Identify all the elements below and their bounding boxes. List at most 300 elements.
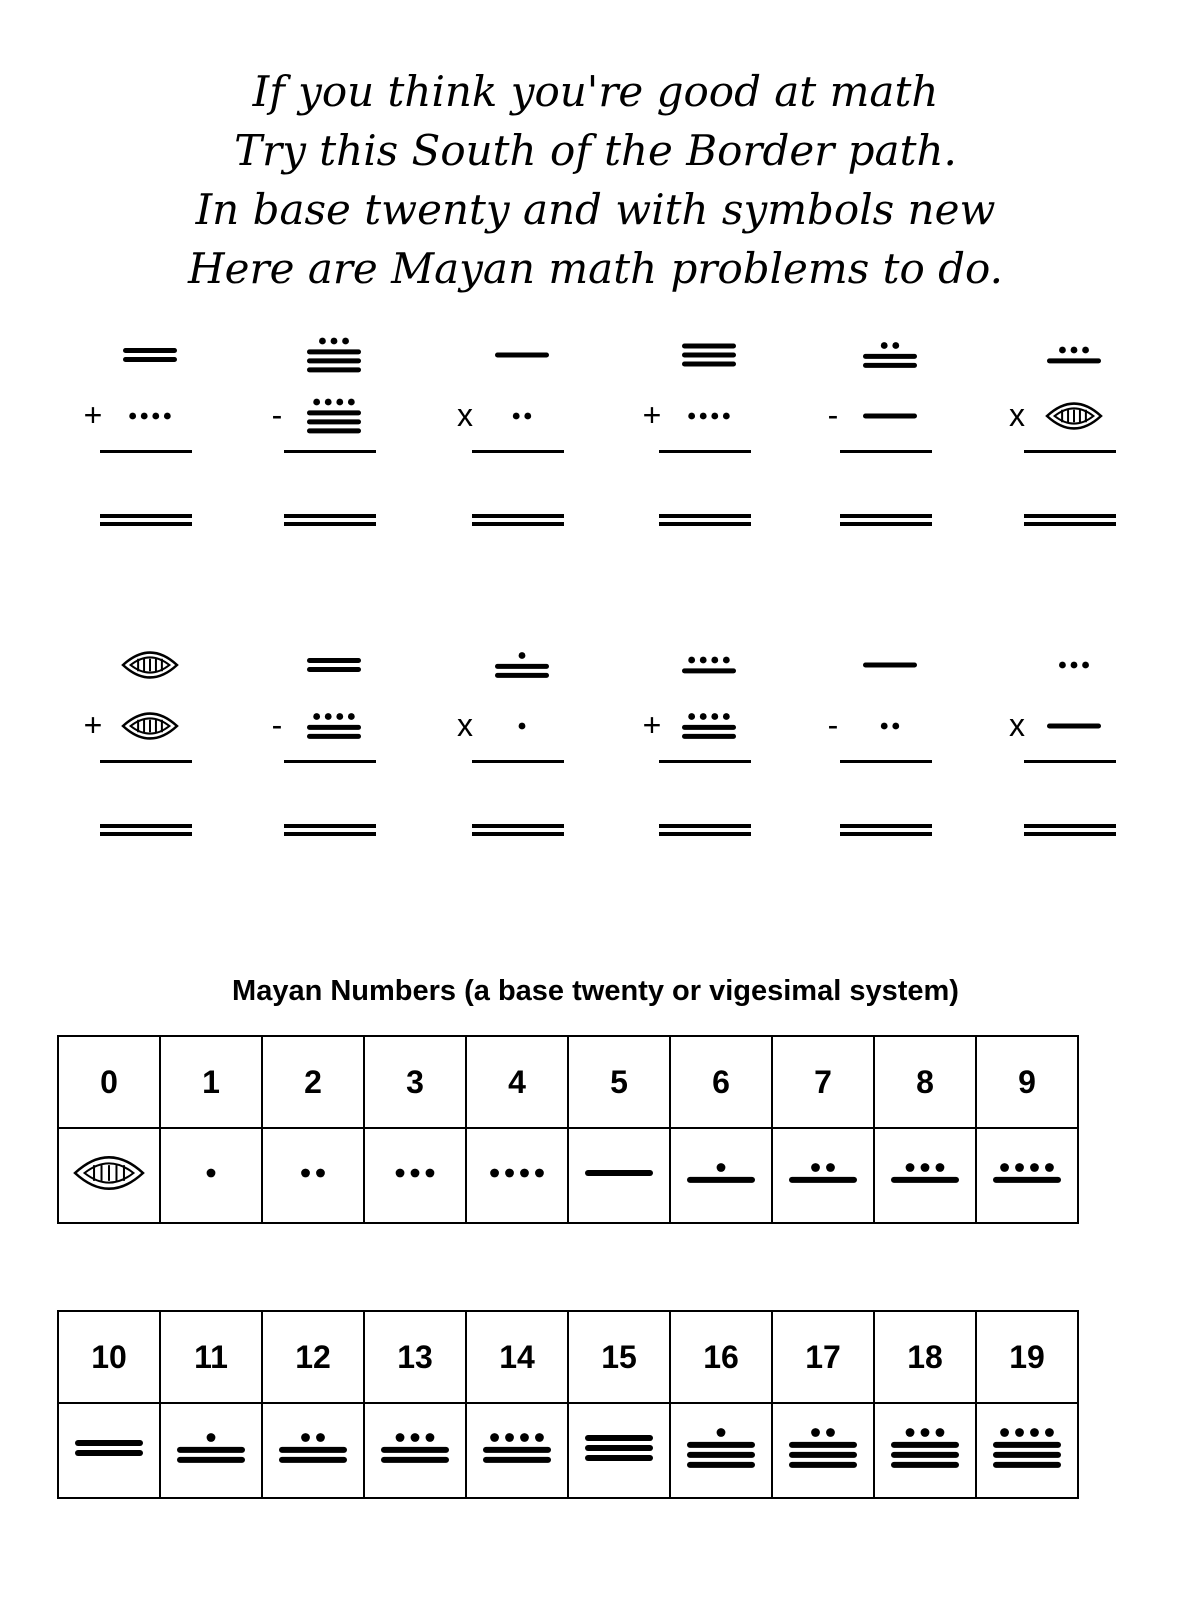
answer-line [284,450,376,453]
dot [723,657,730,664]
dot [826,1163,835,1172]
problem-5 [818,325,963,535]
operator-sign: + [83,397,103,433]
mayan-numeral-9 [663,635,755,695]
glyph-cell-19 [976,1403,1078,1498]
mayan-numeral-6 [671,1129,771,1217]
operator-sign: + [83,707,103,743]
top-operand [844,635,936,695]
top-operand [288,325,380,385]
answer-line [659,450,751,453]
dot [519,652,526,659]
glyph-cell-2 [262,1128,364,1223]
bar [307,725,361,730]
double-rule [472,514,564,526]
mayan-numeral-0 [1028,389,1120,443]
dot [711,713,718,720]
dot [348,713,355,720]
dot [688,713,695,720]
problem-11 [818,635,963,845]
dot [921,1428,930,1437]
bar [123,357,177,362]
mayan-numeral-5 [476,325,568,385]
mayan-numeral-18 [875,1404,975,1492]
bar [495,664,549,669]
dot [717,1428,726,1437]
double-rule [284,514,376,526]
bar [682,344,736,349]
double-rule [1024,514,1116,526]
answer-line [1024,450,1116,453]
dot [1000,1163,1009,1172]
mayan-numeral-5 [844,389,936,443]
double-rule [659,514,751,526]
problem-10 [637,635,782,845]
number-cell-19: 19 [976,1311,1078,1403]
bar [1047,358,1101,363]
dot [1082,347,1089,354]
glyph-cell-15 [568,1403,670,1498]
bar [682,362,736,367]
top-operand [1028,635,1120,695]
dot [723,713,730,720]
number-cell-11: 11 [160,1311,262,1403]
glyph-cell-6 [670,1128,772,1223]
mayan-numeral-5 [1028,699,1120,753]
dot [711,657,718,664]
bottom-operand [663,699,755,753]
number-cell-13: 13 [364,1311,466,1403]
bottom-operand [288,699,380,753]
operator-sign: + [642,707,662,743]
mayan-numeral-13 [365,1404,465,1492]
mayan-numeral-11 [161,1404,261,1492]
bar [495,673,549,678]
bar [687,1177,755,1183]
dot [892,723,899,730]
dot [505,1433,514,1442]
dot [1045,1163,1054,1172]
bar [687,1462,755,1468]
dot [490,1433,499,1442]
dot [1030,1428,1039,1437]
bar [863,354,917,359]
mayan-numeral-19 [977,1404,1077,1492]
operator-sign: - [827,707,839,743]
mayan-numeral-2 [263,1129,363,1217]
answer-line [284,760,376,763]
mayan-numeral-12 [844,325,936,385]
answer-line [659,760,751,763]
mayan-numeral-5 [569,1129,669,1217]
mayan-numeral-8 [875,1129,975,1217]
bar [891,1452,959,1458]
mayan-numeral-15 [569,1404,669,1492]
dot [1030,1163,1039,1172]
number-cell-1: 1 [160,1036,262,1128]
dot [1082,662,1089,669]
mayan-numeral-19 [288,389,380,443]
mayan-numeral-14 [663,699,755,753]
number-cell-6: 6 [670,1036,772,1128]
answer-line [1024,760,1116,763]
bar [585,1170,653,1176]
dot [711,413,718,420]
dot [1000,1428,1009,1437]
mayan-numeral-4 [104,389,196,443]
mayan-numeral-14 [467,1404,567,1492]
bar [279,1457,347,1463]
mayan-numeral-15 [663,325,755,385]
dot [490,1169,499,1178]
top-operand [476,325,568,385]
bar [75,1450,143,1456]
mayan-numeral-18 [288,325,380,385]
bar [891,1442,959,1448]
bar [307,419,361,424]
dot [426,1169,435,1178]
number-cell-18: 18 [874,1311,976,1403]
dot [1071,347,1078,354]
mayan-numeral-1 [476,699,568,753]
number-cell-10: 10 [58,1311,160,1403]
bottom-operand [663,389,755,443]
mayan-numeral-1 [161,1129,261,1217]
number-cell-15: 15 [568,1311,670,1403]
glyph-cell-1 [160,1128,262,1223]
bar [483,1457,551,1463]
dot [426,1433,435,1442]
top-operand [1028,325,1120,385]
number-cell-5: 5 [568,1036,670,1128]
bottom-operand [476,699,568,753]
dot [519,723,526,730]
dot [513,413,520,420]
poem-line-2: Try this South of the Border path. [234,126,957,175]
dot [336,399,343,406]
glyph-cell-12 [262,1403,364,1498]
bar [279,1447,347,1453]
mayan-numeral-2 [476,389,568,443]
mayan-numbers-table-10-19 [57,1310,1079,1499]
operator-sign: - [271,397,283,433]
dot [1059,662,1066,669]
bar [495,353,549,358]
dot [520,1433,529,1442]
mayan-numeral-10 [104,325,196,385]
glyph-cell-7 [772,1128,874,1223]
dot [129,413,136,420]
answer-line [472,760,564,763]
bar [307,349,361,354]
dot [1071,662,1078,669]
double-rule [100,824,192,836]
mayan-numeral-10 [288,635,380,695]
dot [535,1433,544,1442]
top-operand [663,635,755,695]
double-rule [659,824,751,836]
bar [307,358,361,363]
number-cell-8: 8 [874,1036,976,1128]
mayan-numeral-0 [104,699,196,753]
mayan-numeral-5 [844,635,936,695]
bar [682,353,736,358]
dot [313,713,320,720]
bar [789,1452,857,1458]
double-rule [1024,824,1116,836]
number-cell-4: 4 [466,1036,568,1128]
dot [301,1169,310,1178]
mayan-numeral-11 [476,635,568,695]
top-operand [663,325,755,385]
number-cell-9: 9 [976,1036,1078,1128]
problem-3 [450,325,595,535]
glyph-cell-10 [58,1403,160,1498]
bar [789,1442,857,1448]
number-cell-0: 0 [58,1036,160,1128]
operator-sign: - [271,707,283,743]
problem-8 [262,635,407,845]
dot [342,338,349,345]
bar [1047,724,1101,729]
bar [789,1462,857,1468]
dot [325,399,332,406]
mayan-numeral-4 [663,389,755,443]
number-cell-12: 12 [262,1311,364,1403]
bar [381,1457,449,1463]
dot [316,1169,325,1178]
bar [993,1462,1061,1468]
mayan-numeral-16 [671,1404,771,1492]
mayan-numeral-9 [977,1129,1077,1217]
bottom-operand [844,699,936,753]
bar [891,1462,959,1468]
bar [789,1177,857,1183]
dot [331,338,338,345]
glyph-row [58,1403,1078,1498]
bottom-operand [1028,389,1120,443]
dot [700,713,707,720]
dot [811,1163,820,1172]
mayan-numeral-17 [773,1404,873,1492]
glyph-cell-4 [466,1128,568,1223]
bar [863,414,917,419]
answer-line [100,760,192,763]
dot [881,342,888,349]
bottom-operand [844,389,936,443]
glyph-cell-5 [568,1128,670,1223]
dot [1045,1428,1054,1437]
bottom-operand [104,389,196,443]
glyph-cell-18 [874,1403,976,1498]
dot [688,657,695,664]
answer-line [840,760,932,763]
bar [682,668,736,673]
dot [411,1433,420,1442]
problem-12 [1002,635,1147,845]
glyph-row [58,1128,1078,1223]
dot [921,1163,930,1172]
dot [723,413,730,420]
top-operand [288,635,380,695]
dot [535,1169,544,1178]
mayan-numeral-10 [59,1404,159,1492]
double-rule [472,824,564,836]
mayan-numeral-14 [288,699,380,753]
mayan-numeral-7 [773,1129,873,1217]
top-operand [476,635,568,695]
bottom-operand [104,699,196,753]
bar [585,1445,653,1451]
dot [313,399,320,406]
problem-4 [637,325,782,535]
bar [993,1452,1061,1458]
glyph-cell-16 [670,1403,772,1498]
dot [688,413,695,420]
glyph-cell-0 [58,1128,160,1223]
poem-line-4: Here are Mayan math problems to do. [188,244,1003,293]
dot [1059,347,1066,354]
glyph-cell-8 [874,1128,976,1223]
bar [993,1442,1061,1448]
bar [177,1447,245,1453]
dot [524,413,531,420]
bar [863,363,917,368]
glyph-cell-3 [364,1128,466,1223]
operator-sign: x [457,707,473,743]
bar [585,1455,653,1461]
dot [207,1433,216,1442]
dot [411,1169,420,1178]
mayan-numeral-0 [104,635,196,695]
mayan-numeral-8 [1028,325,1120,385]
dot [348,399,355,406]
mayan-numbers-table-0-9 [57,1035,1079,1224]
answer-line [840,450,932,453]
dot [717,1163,726,1172]
bottom-operand [288,389,380,443]
dot [396,1433,405,1442]
dot [164,413,171,420]
dot [207,1169,216,1178]
dot [892,342,899,349]
operator-sign: x [1009,707,1025,743]
mayan-numeral-4 [467,1129,567,1217]
bar [307,410,361,415]
answer-line [472,450,564,453]
dot [881,723,888,730]
dot [520,1169,529,1178]
bar [307,428,361,433]
dot [301,1433,310,1442]
operator-sign: + [642,397,662,433]
dot [141,413,148,420]
dot [906,1428,915,1437]
poem-line-3: In base twenty and with symbols new [195,185,996,234]
mayan-numeral-3 [365,1129,465,1217]
bar [307,734,361,739]
dot [325,713,332,720]
bar [863,663,917,668]
dot [505,1169,514,1178]
top-operand [844,325,936,385]
dot [336,713,343,720]
number-row [58,1311,1078,1403]
dot [936,1163,945,1172]
bar [483,1447,551,1453]
bar [891,1177,959,1183]
problem-7 [78,635,223,845]
glyph-cell-9 [976,1128,1078,1223]
double-rule [840,824,932,836]
glyph-cell-17 [772,1403,874,1498]
double-rule [840,514,932,526]
dot [936,1428,945,1437]
number-cell-2: 2 [262,1036,364,1128]
double-rule [284,824,376,836]
table-title: Mayan Numbers (a base twenty or vigesimal system) [232,975,959,1007]
bar [307,367,361,372]
number-cell-14: 14 [466,1311,568,1403]
dot [700,413,707,420]
operator-sign: x [1009,397,1025,433]
dot [316,1433,325,1442]
mayan-numeral-0 [59,1129,159,1217]
bar [381,1447,449,1453]
dot [700,657,707,664]
glyph-cell-11 [160,1403,262,1498]
bar [687,1442,755,1448]
dot [396,1169,405,1178]
number-cell-3: 3 [364,1036,466,1128]
dot [1015,1428,1024,1437]
dot [1015,1163,1024,1172]
bar [307,667,361,672]
bar [993,1177,1061,1183]
number-row [58,1036,1078,1128]
bar [177,1457,245,1463]
bar [682,725,736,730]
number-cell-17: 17 [772,1311,874,1403]
glyph-cell-13 [364,1403,466,1498]
dot [826,1428,835,1437]
number-cell-16: 16 [670,1311,772,1403]
problem-9 [450,635,595,845]
mayan-numeral-3 [1028,635,1120,695]
problem-6 [1002,325,1147,535]
answer-line [100,450,192,453]
bar [585,1435,653,1441]
operator-sign: x [457,397,473,433]
dot [811,1428,820,1437]
double-rule [100,514,192,526]
top-operand [104,325,196,385]
bar [687,1452,755,1458]
number-cell-7: 7 [772,1036,874,1128]
problem-1 [78,325,223,535]
dot [906,1163,915,1172]
glyph-cell-14 [466,1403,568,1498]
bar [682,734,736,739]
bar [75,1440,143,1446]
dot [152,413,159,420]
bar [123,348,177,353]
top-operand [104,635,196,695]
bottom-operand [476,389,568,443]
bar [307,658,361,663]
poem [0,62,1191,298]
mayan-numeral-12 [263,1404,363,1492]
